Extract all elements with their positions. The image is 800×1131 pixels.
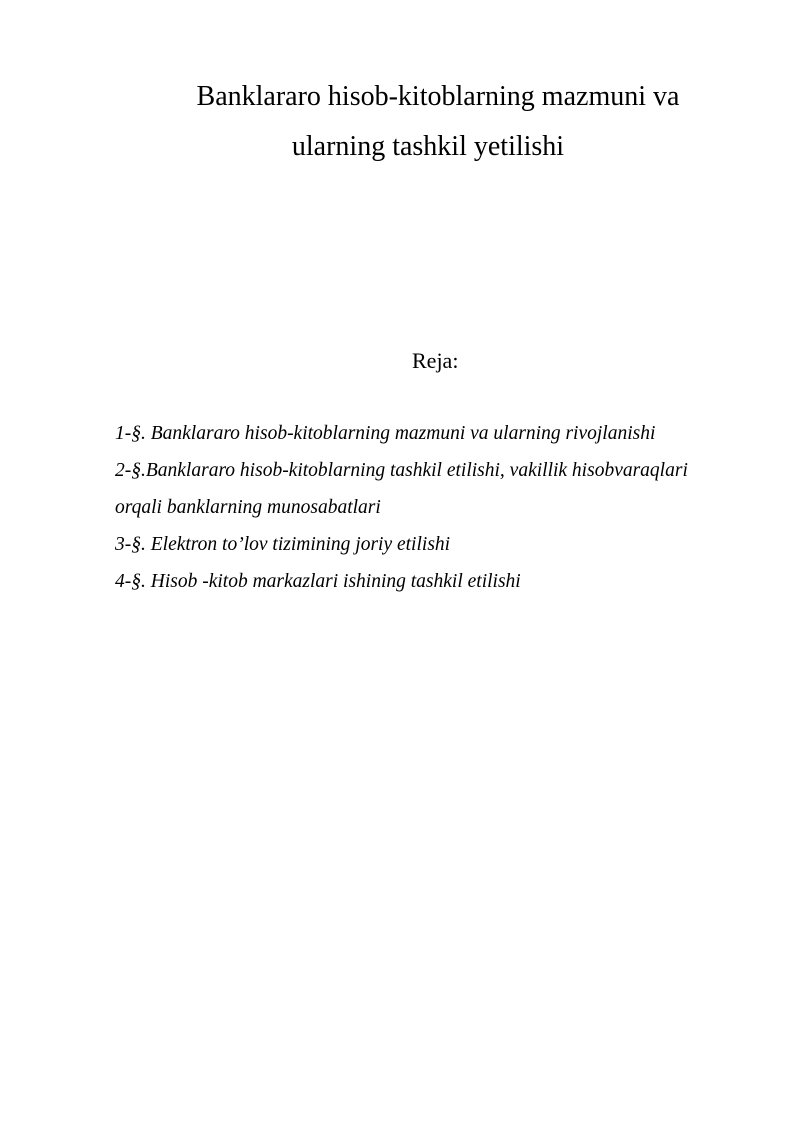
plan-item-3: 3-§. Elektron to’lov tizimining joriy etilishi	[115, 534, 451, 555]
plan-heading: Reja:	[412, 348, 459, 373]
plan-list	[115, 415, 765, 600]
plan-item-1: 1-§. Banklararo hisob-kitoblarning mazmuni va ularning rivojlanishi	[115, 423, 656, 444]
plan-item-2: 2-§.Banklararo hisob-kitoblarning tashkil etilishi, vakillik hisobvaraqlari	[115, 460, 688, 481]
document-title-line-1: Banklararo hisob-kitoblarning mazmuni va	[196, 81, 680, 112]
plan-item-4: 4-§. Hisob -kitob markazlari ishining tashkil etilishi	[115, 571, 521, 592]
plan-item-2-continuation: orqali banklarning munosabatlari	[115, 497, 381, 518]
document-title-line-2: ularning tashkil yetilishi	[291, 131, 565, 162]
